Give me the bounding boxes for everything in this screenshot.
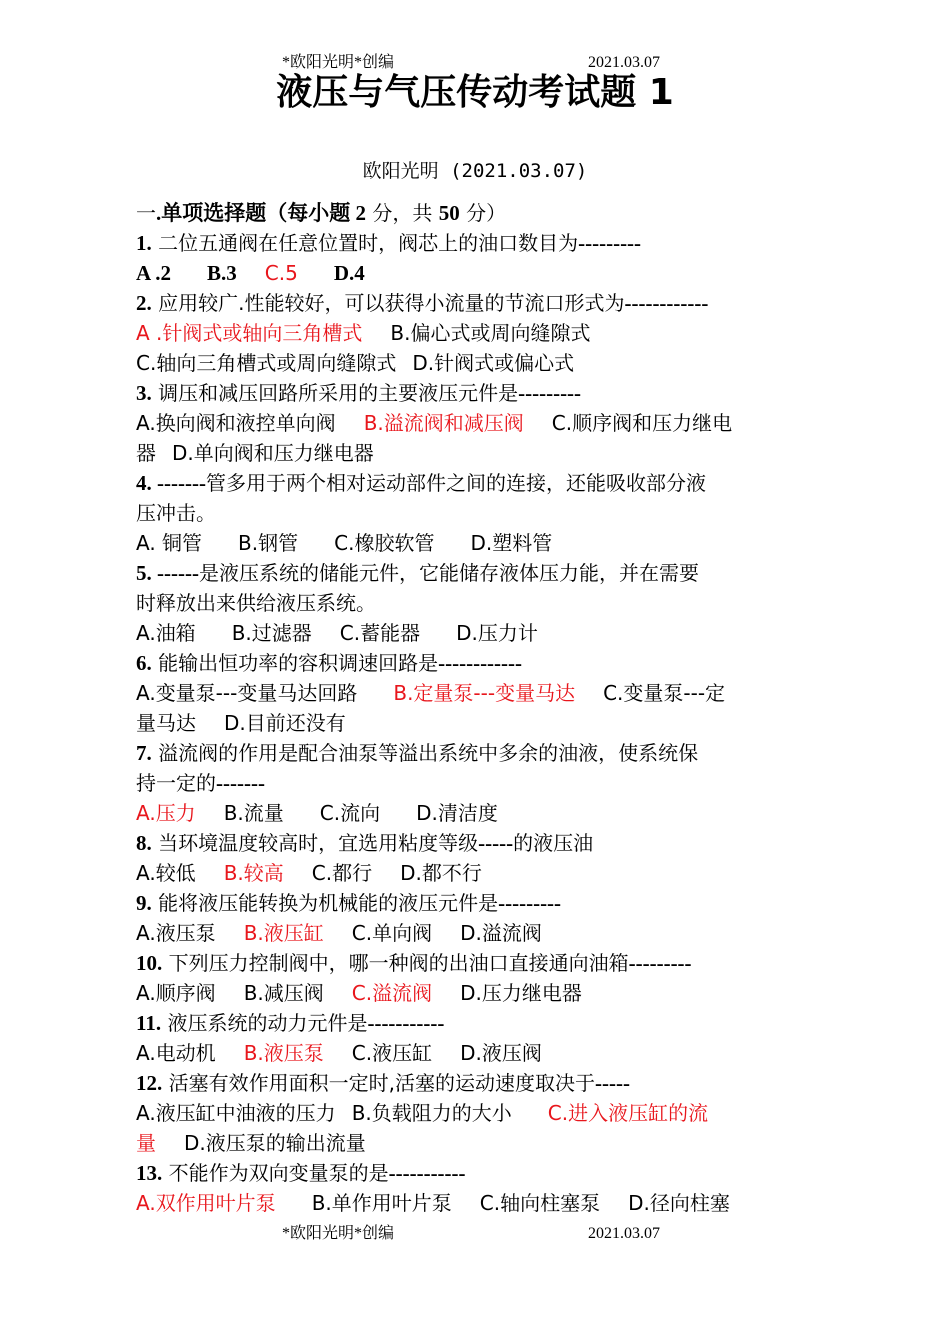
option-b-answer: B.液压泵 [243, 1041, 324, 1065]
option-d: D.目前还没有 [224, 711, 346, 735]
footer-date: 2021.03.07 [588, 1225, 660, 1242]
option-b-answer: B.溢流阀和减压阀 [363, 411, 524, 435]
header-date: 2021.03.07 [588, 54, 660, 71]
option-d: D.单向阀和压力继电器 [172, 441, 374, 465]
question-11: 11. 液压系统的动力元件是----------- [136, 1011, 445, 1035]
option-d: D.压力继电器 [460, 981, 582, 1005]
option-b: B.流量 [223, 801, 284, 825]
option-b-answer: B.液压缸 [243, 921, 324, 945]
option-b: B.钢管 [238, 531, 299, 555]
option-b-answer: B.较高 [223, 861, 284, 885]
question-3: 3. 调压和减压回路所采用的主要液压元件是--------- [136, 381, 582, 405]
question-9: 9. 能将液压能转换为机械能的液压元件是--------- [136, 891, 562, 915]
question-12: 12. 活塞有效作用面积一定时,活塞的运动速度取决于----- [136, 1071, 630, 1095]
option-c: C.顺序阀和压力继电 [551, 411, 733, 435]
option-a: A. 铜管 [136, 531, 203, 555]
question-1-options [136, 258, 816, 288]
option-d: D.针阀式或偏心式 [412, 351, 575, 375]
option-b: B.减压阀 [243, 981, 324, 1005]
option-a: A.变量泵---变量马达回路 [136, 681, 358, 705]
question-4-cont: 压冲击。 [136, 501, 216, 525]
option-b: B.偏心式或周向缝隙式 [390, 321, 591, 345]
question-8-options [136, 858, 816, 888]
option-a: A.换向阀和液控单向阀 [136, 411, 336, 435]
option-d: D.压力计 [456, 621, 538, 645]
question-7-cont: 持一定的------- [136, 771, 265, 795]
option-c-answer: C.溢流阀 [351, 981, 433, 1005]
option-a: A.电动机 [136, 1041, 216, 1065]
option-c: C.都行 [311, 861, 373, 885]
option-a: A.油箱 [136, 621, 196, 645]
option-b-answer: B.定量泵---变量马达 [393, 681, 576, 705]
option-b: B.单作用叶片泵 [311, 1191, 452, 1215]
footer-author: *欧阳光明*创编 [282, 1225, 395, 1242]
option-d: D.清洁度 [416, 801, 498, 825]
option-c-answer: C.进入液压缸的流 [547, 1101, 709, 1125]
question-8: 8. 当环境温度较高时，宜选用粘度等级-----的液压油 [136, 831, 594, 855]
option-c: C.变量泵---定 [603, 681, 726, 705]
option-c: C.轴向柱塞泵 [479, 1191, 601, 1215]
option-d: D.溢流阀 [460, 921, 542, 945]
question-2: 2. 应用较广.性能较好，可以获得小流量的节流口形式为------------ [136, 291, 709, 315]
question-12-options-1 [136, 1098, 816, 1128]
question-13-options [136, 1188, 816, 1218]
question-13: 13. 不能作为双向变量泵的是----------- [136, 1161, 466, 1185]
option-b: B.3 [207, 261, 237, 285]
option-a: A.顺序阀 [136, 981, 216, 1005]
option-a: A.液压缸中油液的压力 [136, 1101, 336, 1125]
option-d: D.液压阀 [460, 1041, 542, 1065]
question-5: 5. ------是液压系统的储能元件，它能储存液体压力能，并在需要 [136, 561, 699, 585]
option-a: A.较低 [136, 861, 196, 885]
header-author: *欧阳光明*创编 [282, 54, 395, 71]
option-c: C.轴向三角槽式或周向缝隙式 [136, 351, 397, 375]
question-4-options [136, 528, 816, 558]
option-d: D.塑料管 [470, 531, 553, 555]
question-10-options [136, 978, 816, 1008]
question-11-options [136, 1038, 816, 1068]
option-d: D.4 [333, 261, 365, 285]
question-2-options-2 [136, 348, 816, 378]
question-9-options [136, 918, 816, 948]
question-1: 1. 二位五通阀在任意位置时，阀芯上的油口数目为--------- [136, 231, 642, 255]
question-12-options-2: 量 D.液压泵的输出流量 [136, 1131, 366, 1155]
question-6-options-1 [136, 678, 816, 708]
section-heading: 一.单项选择题（每小题 2 分，共 50 分） [136, 201, 507, 225]
question-4: 4. -------管多用于两个相对运动部件之间的连接，还能吸收部分液 [136, 471, 706, 495]
option-c: C.液压缸 [351, 1041, 433, 1065]
option-d: D.径向柱塞 [628, 1191, 730, 1215]
question-5-options [136, 618, 816, 648]
option-a-answer: A.双作用叶片泵 [136, 1191, 276, 1215]
question-2-options-1 [136, 318, 816, 348]
author-line: 欧阳光明 (2021.03.07) [362, 160, 588, 182]
option-d: D.都不行 [400, 861, 482, 885]
option-c: C.蓄能器 [339, 621, 421, 645]
option-c-answer: C.5 [264, 261, 298, 285]
question-7: 7. 溢流阀的作用是配合油泵等溢出系统中多余的油液，使系统保 [136, 741, 699, 765]
option-c: C.流向 [319, 801, 381, 825]
option-b: B.过滤器 [231, 621, 312, 645]
option-a: A.液压泵 [136, 921, 216, 945]
option-d: D.液压泵的输出流量 [184, 1131, 366, 1155]
question-list [136, 198, 816, 1218]
page-title: 液压与气压传动考试题 1 [276, 72, 674, 113]
option-a: A .2 [136, 261, 172, 285]
option-c: C.单向阀 [351, 921, 433, 945]
question-10: 10. 下列压力控制阀中，哪一种阀的出油口直接通向油箱--------- [136, 951, 692, 975]
question-3-options-2: 器 D.单向阀和压力继电器 [136, 441, 374, 465]
option-c: C.橡胶软管 [334, 531, 435, 555]
question-5-cont: 时释放出来供给液压系统。 [136, 591, 376, 615]
question-3-options-1 [136, 408, 816, 438]
option-a-answer: A.压力 [136, 801, 196, 825]
option-a-answer: A .针阀式或轴向三角槽式 [136, 321, 363, 345]
option-b: B.负载阻力的大小 [351, 1101, 512, 1125]
question-6-options-2: 量马达 D.目前还没有 [136, 711, 346, 735]
question-6: 6. 能输出恒功率的容积调速回路是------------ [136, 651, 523, 675]
question-7-options [136, 798, 816, 828]
